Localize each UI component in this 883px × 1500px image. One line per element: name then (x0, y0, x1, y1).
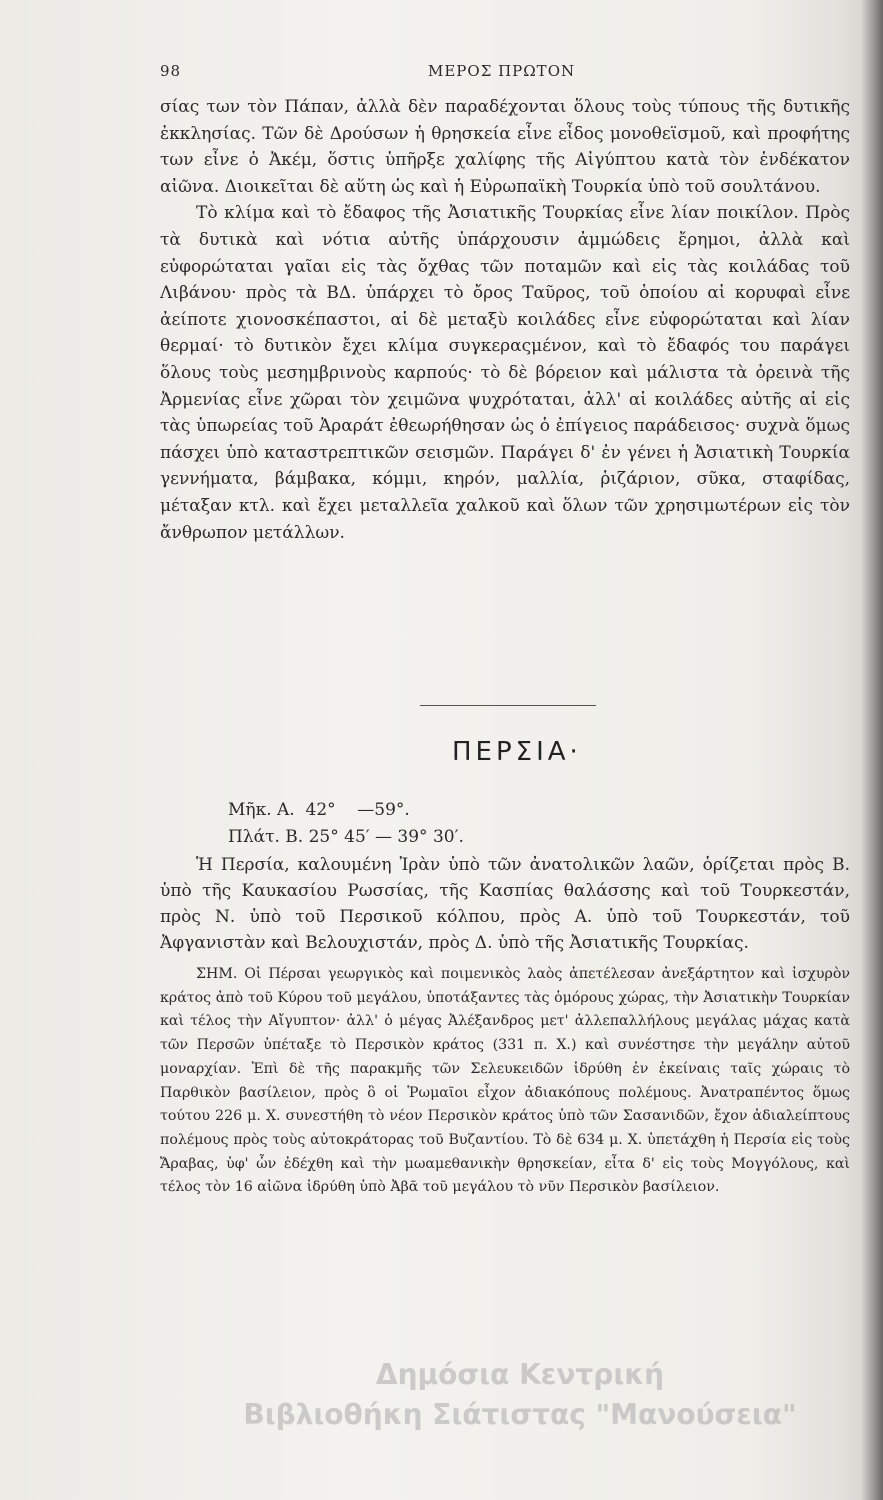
note-paragraph: ΣΗΜ. Οἱ Πέρσαι γεωργικὸς καὶ ποιμενικὸς λαὸς ἀπετέλεσαν ἀνεξάρτητον καὶ ἰσχυρὸν κράτος ἀπὸ τοῦ Κύρου τοῦ μεγάλου, ὑποτάξαντες τὰς ὁμόρους χώρας, τὴν Ἀσιατικὴν Τουρκίαν καὶ τέλος τὴν Αἴγυπτον· ἀλλ' ὁ μέγας Ἀλέξανδρος μετ' ἀλλεπαλλήλους μεγάλας μάχας κατὰ τῶν Περσῶν ὑπέταξε τὸ Περσικὸν κράτος (331 π. Χ.) καὶ συνέστησε τὴν μεγάλην αὐτοῦ μοναρχίαν. Ἐπὶ δὲ τῆς παρακμῆς τῶν Σελευκειδῶν ἱδρύθη ἐν ἐκείναις ταῖς χώραις τὸ Παρθικὸν βασίλειον, πρὸς ὃ οἱ Ῥωμαῖοι εἶχον ἀδιακόπους πολέμους. Ἀνατραπέντος ὅμως τούτου 226 μ. Χ. συνεστήθη τὸ νέον Περσικὸν κράτος ὑπὸ τῶν Σασανιδῶν, ἔχον ἀδιαλείπτους πολέμους πρὸς τοὺς αὐτοκράτορας τοῦ Βυζαντίου. Τὸ δὲ 634 μ. Χ. ὑπετάχθη ἡ Περσία εἰς τοὺς Ἄραβας, ὑφ' ὧν ἐδέχθη καὶ τὴν μωαμεθανικὴν θρησκείαν, εἶτα δ' εἰς τοὺς Μογγόλους, καὶ τέλος τὸν 16 αἰῶνα ἱδρύθη ὑπὸ Ἀβᾶ τοῦ μεγάλου τὸ νῦν Περσικὸν βασίλειον. (160, 966, 850, 1196)
coordinates-block (228, 797, 648, 851)
section-divider (420, 705, 596, 706)
section-title: ΠΕΡΣΙΑ· (452, 737, 582, 767)
page-number: 98 (160, 62, 182, 80)
historical-note (160, 963, 850, 1200)
watermark-line-1: Δημόσια Κεντρική (375, 1358, 665, 1391)
paragraph-climate: Τὸ κλίμα καὶ τὸ ἔδαφος τῆς Ἀσιατικῆς Τουρκίας εἶνε λίαν ποικίλον. Πρὸς τὰ δυτικὰ καὶ νότια αὐτῆς ὑπάρχουσιν ἀμμώδεις ἔρημοι, ἀλλὰ καὶ εὐφορώταται γαῖαι εἰς τὰς ὄχθας τῶν ποταμῶν καὶ εἰς τὰς κοιλάδας τοῦ Λιβάνου· πρὸς τὰ ΒΔ. ὑπάρχει τὸ ὄρος Ταῦρος, τοῦ ὁποίου αἱ κορυφαὶ εἶνε ἀείποτε χιονοσκέπαστοι, αἱ δὲ μεταξὺ κοιλάδες εἶνε εὐφορώταται καὶ λίαν θερμαί· τὸ δυτικὸν ἔχει κλίμα συγκεραςμένον, καὶ τὸ ἔδαφός του παράγει ὅλους τοὺς μεσημβρινοὺς καρπούς· τὸ δὲ βόρειον καὶ μάλιστα τὰ ὀρεινὰ τῆς Ἀρμενίας εἶνε χῶραι τὸν χειμῶνα ψυχρόταται, ἀλλ' αἱ κοιλάδες αὐτῆς αἱ εἰς τὰς ὑπωρείας τοῦ Ἀραράτ ἐθεωρήθησαν ὡς ὁ ἐπίγειος παράδεισος· συχνὰ ὅμως πάσχει ὑπὸ καταστρεπτικῶν σεισμῶν. Παράγει δ' ἐν γένει ἡ Ἀσιατικὴ Τουρκία γεννήματα, βάμβακα, κόμμι, κηρόν, μαλλία, ῥιζάριον, σῦκα, σταφίδας, μέταξαν κτλ. καὶ ἔχει μεταλλεῖα χαλκοῦ καὶ ὅλων τῶν χρησιμωτέρων εἰς τὸν ἄνθρωπον μετάλλων. (160, 203, 850, 543)
running-head: ΜΕΡΟΣ ΠΡΩΤΟΝ (428, 62, 576, 80)
paragraph-continued: σίας των τὸν Πάπαν, ἀλλὰ δὲν παραδέχονται ὅλους τοὺς τύπους τῆς δυτικῆς ἐκκλησίας. Τῶν δὲ Δρούσων ἡ θρησκεία εἶνε εἶδος μονοθεϊσμοῦ, καὶ προφήτης των εἶνε ὁ Ἀκέμ, ὅστις ὑπῆρξε χαλίφης τῆς Αἰγύπτου κατὰ τὸν ἑνδέκατον αἰῶνα. Διοικεῖται δὲ αὕτη ὡς καὶ ἡ Εὐρωπαϊκὴ Τουρκία ὑπὸ τοῦ σουλτάνου. (160, 97, 850, 197)
library-watermark (190, 1355, 850, 1435)
longitude-line: Μῆκ. Α. 42° —59°. (228, 800, 410, 820)
page-edge-shadow (861, 0, 883, 1500)
body-text (160, 94, 850, 546)
latitude-line: Πλάτ. Β. 25° 45′ — 39° 30′. (228, 827, 464, 847)
persia-paragraph: Ἡ Περσία, καλουμένη Ἰρὰν ὑπὸ τῶν ἀνατολικῶν λαῶν, ὁρίζεται πρὸς Β. ὑπὸ τῆς Καυκασίου Ρωσσίας, τῆς Κασπίας θαλάσσης καὶ τοῦ Τουρκεστάν, πρὸς Ν. ὑπὸ τοῦ Περσικοῦ κόλπου, πρὸς Α. ὑπὸ τοῦ Τουρκεστάν, τοῦ Ἀφγανιστὰν καὶ Βελουχιστάν, πρὸς Δ. ὑπὸ τῆς Ἀσιατικῆς Τουρκίας. (160, 855, 850, 953)
persia-description (160, 852, 850, 956)
watermark-line-2: Βιβλιοθήκη Σιάτιστας "Μανούσεια" (243, 1398, 797, 1431)
page-header (160, 62, 850, 86)
